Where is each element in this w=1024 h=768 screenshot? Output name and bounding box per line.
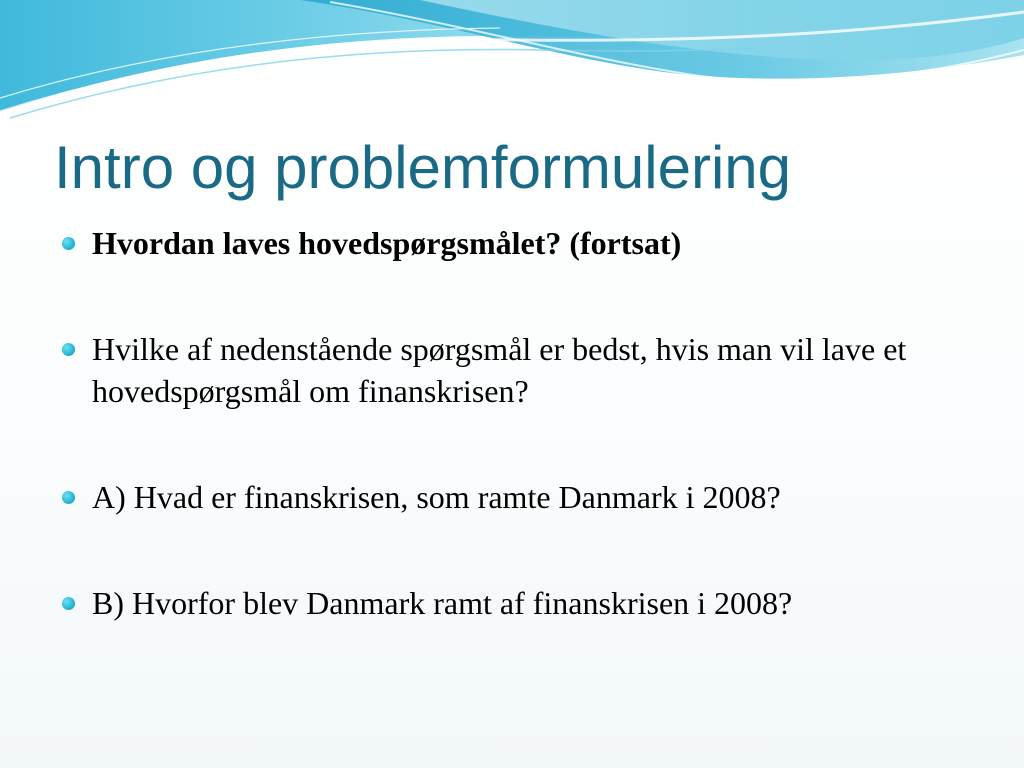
bullet-item-option-a (62, 476, 982, 518)
bullet-dot-icon (62, 597, 75, 610)
bullet-dot-icon (62, 237, 75, 250)
bullet-text: B) Hvorfor blev Danmark ramt af finanskrisen i 2008? (92, 585, 793, 621)
slide-title: Intro og problemformulering (54, 134, 792, 201)
bullet-dot-icon (62, 343, 75, 356)
bullet-item-option-b (62, 582, 982, 624)
wave-header-decoration (0, 0, 1024, 120)
bullet-item-question-heading (62, 222, 982, 264)
bullet-text: Hvordan laves hovedspørgsmålet? (fortsat) (92, 225, 682, 261)
bullet-text: Hvilke af nedenstående spørgsmål er bedst, hvis man vil lave et hovedspørgsmål om finanskrisen? (92, 331, 907, 409)
bullet-dot-icon (62, 491, 75, 504)
bullet-list (62, 222, 982, 624)
bullet-text: A) Hvad er finanskrisen, som ramte Danmark i 2008? (92, 479, 781, 515)
bullet-item-which-question (62, 328, 982, 412)
